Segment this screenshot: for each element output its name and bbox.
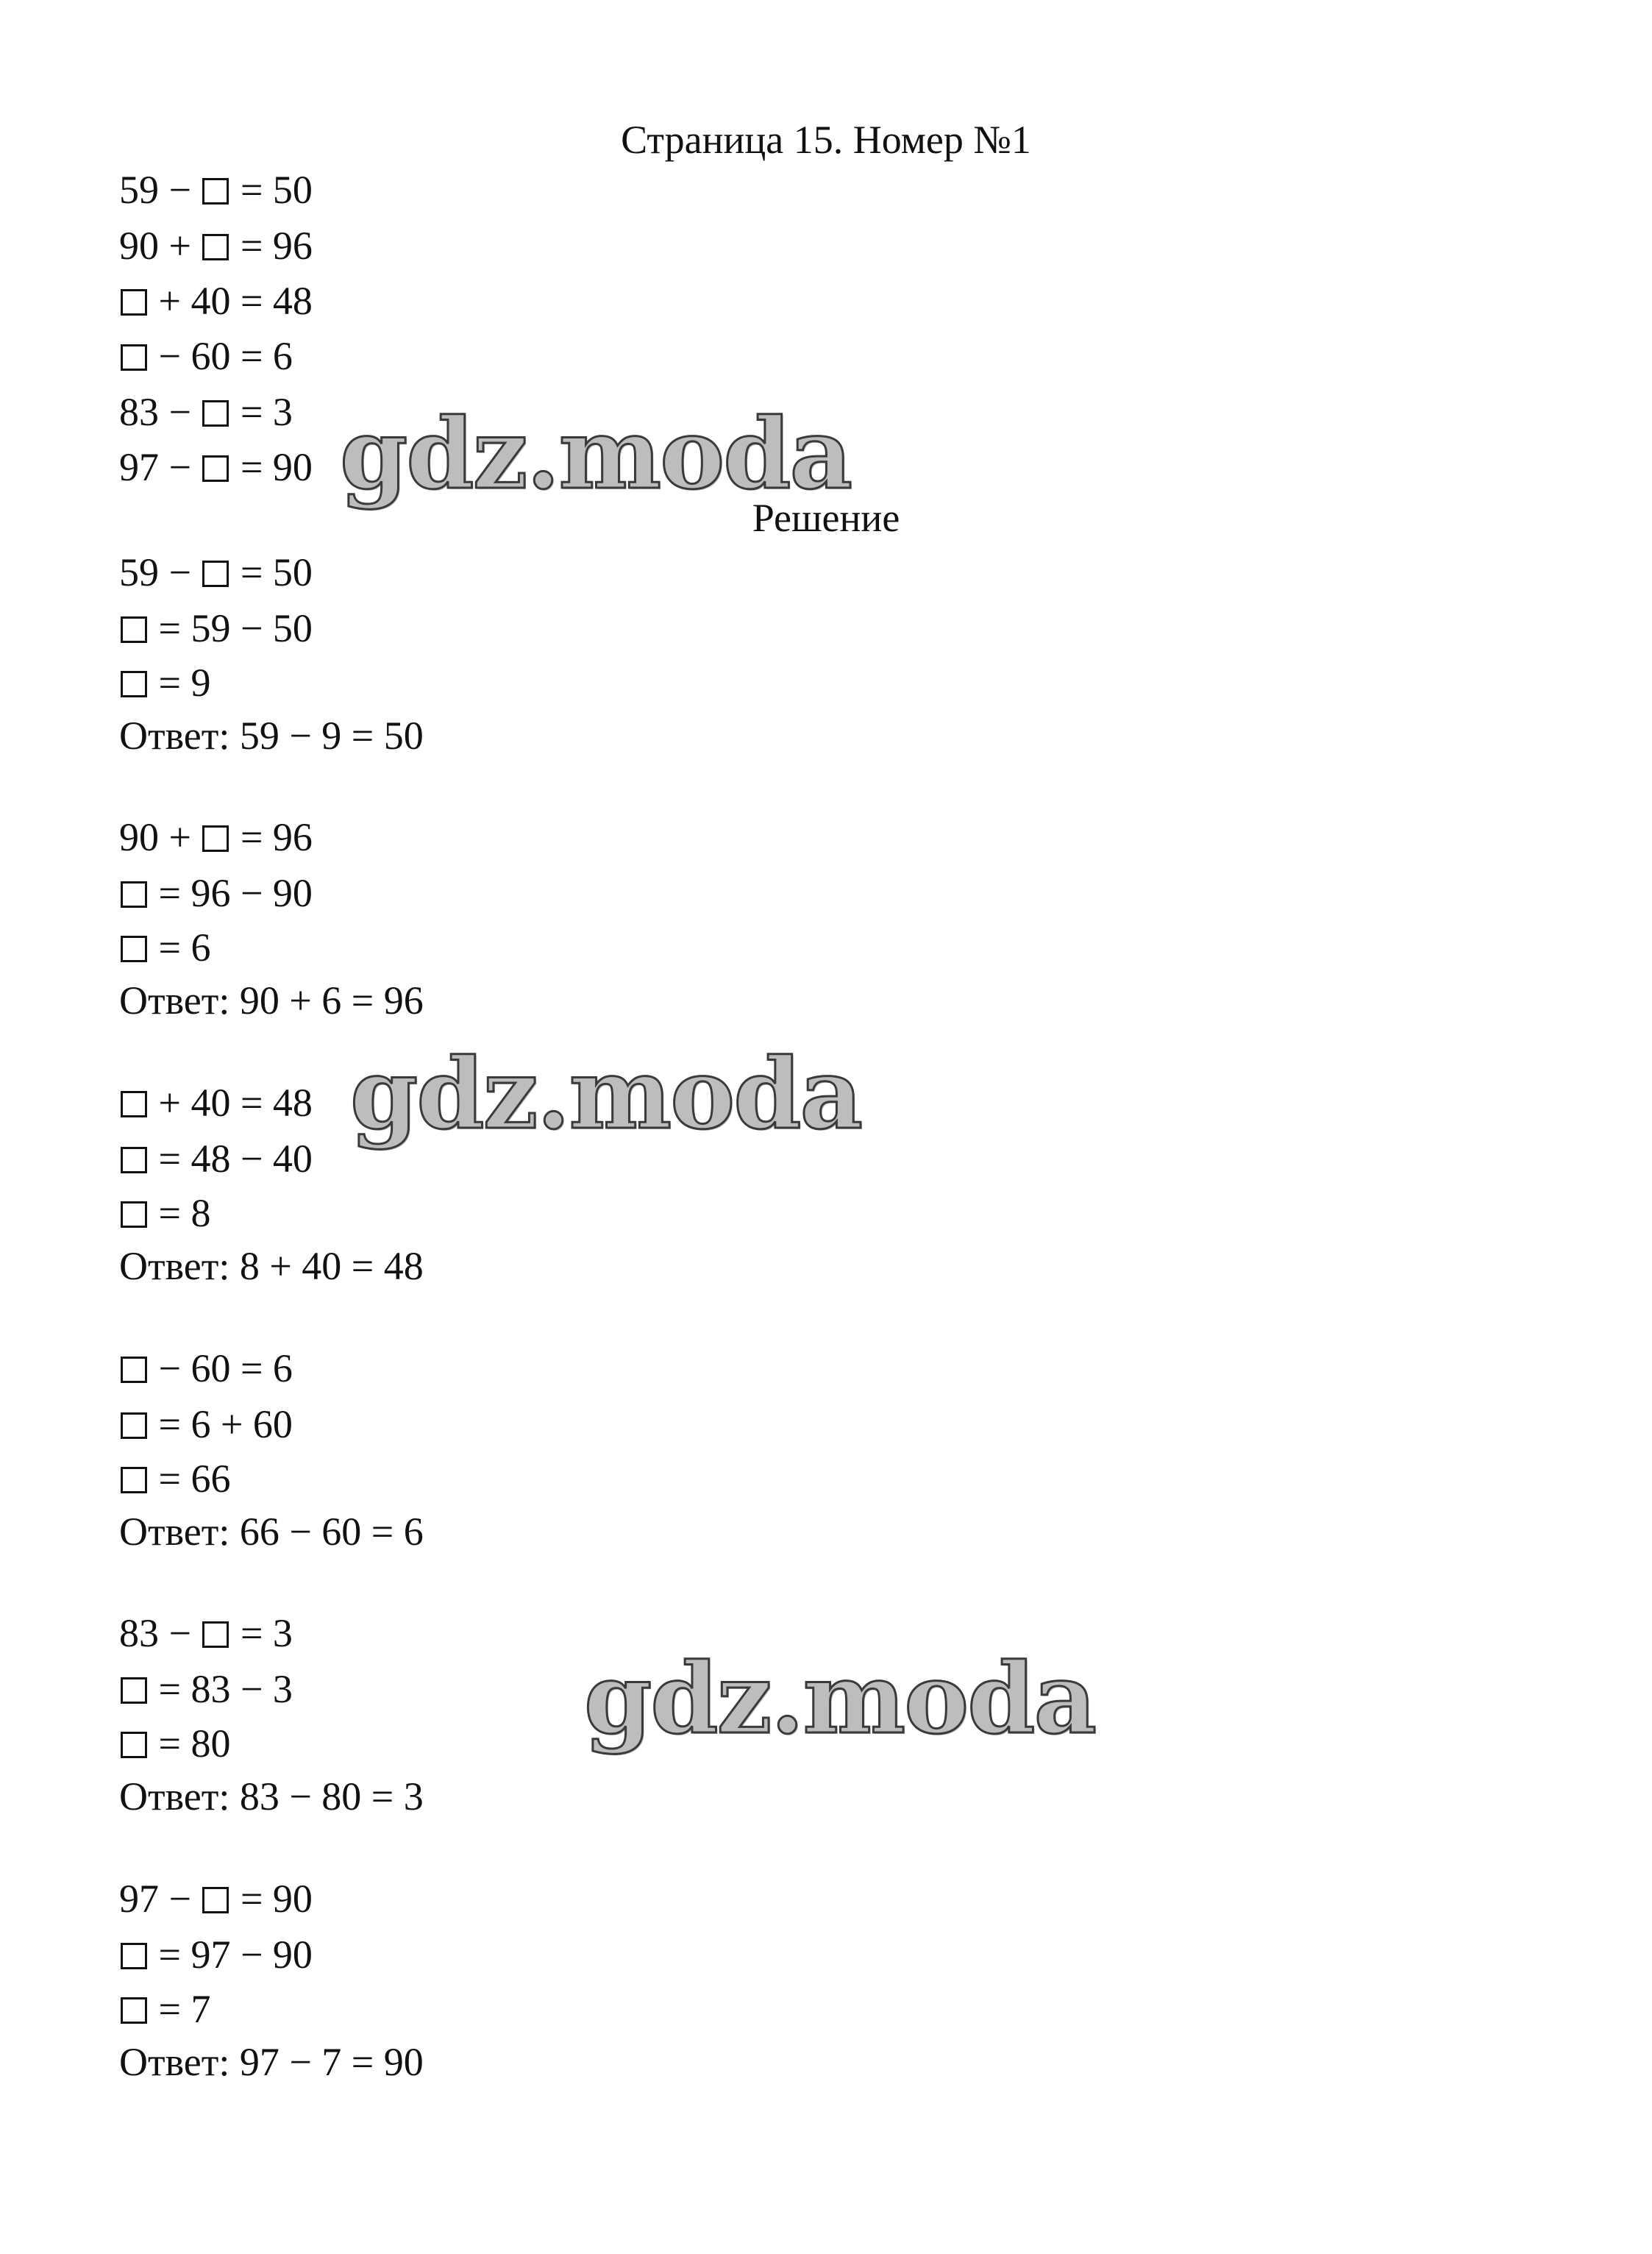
- empty-box-icon: [121, 936, 147, 962]
- eq-left: 90 +: [119, 815, 202, 859]
- empty-box-icon: [202, 561, 229, 587]
- eq-right: = 90: [230, 1877, 313, 1921]
- empty-box-icon: [202, 178, 229, 205]
- solution-equation: [119, 1610, 293, 1657]
- empty-box-icon: [121, 1147, 147, 1173]
- empty-box-icon: [121, 1943, 147, 1969]
- eq-right: − 60 = 6: [149, 1346, 293, 1390]
- eq-right: = 96: [230, 815, 313, 859]
- eq-left: 59 −: [119, 550, 202, 594]
- empty-box-icon: [202, 234, 229, 260]
- task-right: = 50: [230, 168, 313, 212]
- solution-step: [119, 605, 313, 652]
- solution-equation: [119, 814, 313, 861]
- empty-box-icon: [121, 881, 147, 908]
- empty-box-icon: [202, 1621, 229, 1648]
- empty-box-icon: [121, 671, 147, 697]
- solution-step: [119, 1401, 293, 1448]
- step-right: = 59 − 50: [149, 606, 313, 650]
- result-right: = 8: [149, 1191, 211, 1235]
- empty-box-icon: [121, 1997, 147, 2024]
- solution-answer: Ответ: 97 − 7 = 90: [119, 2040, 424, 2084]
- task-line: [119, 333, 293, 380]
- task-line: [119, 166, 313, 213]
- task-left: 59 −: [119, 168, 202, 212]
- solution-heading: Решение: [752, 496, 900, 540]
- empty-box-icon: [121, 616, 147, 643]
- step-right: = 83 − 3: [149, 1667, 293, 1711]
- task-line: [119, 388, 293, 435]
- solution-answer: Ответ: 8 + 40 = 48: [119, 1244, 424, 1288]
- task-right: = 3: [230, 390, 293, 434]
- solution-step: [119, 870, 313, 917]
- empty-box-icon: [121, 1677, 147, 1704]
- solution-equation: [119, 549, 313, 596]
- step-right: = 48 − 40: [149, 1137, 313, 1181]
- solution-result: [119, 1985, 210, 2033]
- solution-equation: [119, 1345, 293, 1392]
- task-right: − 60 = 6: [149, 334, 293, 378]
- solution-step: [119, 1135, 313, 1182]
- step-right: = 6 + 60: [149, 1402, 293, 1446]
- task-right: = 90: [230, 445, 313, 489]
- task-line: [119, 222, 313, 269]
- solution-step: [119, 1665, 293, 1713]
- empty-box-icon: [121, 1732, 147, 1758]
- solution-step: [119, 1931, 313, 1978]
- empty-box-icon: [121, 1467, 147, 1493]
- result-right: = 9: [149, 661, 211, 705]
- eq-left: 83 −: [119, 1611, 202, 1655]
- task-left: 97 −: [119, 445, 202, 489]
- empty-box-icon: [121, 1201, 147, 1228]
- empty-box-icon: [202, 455, 229, 482]
- result-right: = 80: [149, 1721, 231, 1766]
- solution-result: [119, 1720, 230, 1767]
- solution-result: [119, 1190, 210, 1237]
- solution-answer: Ответ: 66 − 60 = 6: [119, 1510, 424, 1554]
- eq-left: 97 −: [119, 1877, 202, 1921]
- page-title: Страница 15. Номер №1: [621, 118, 1031, 162]
- step-right: = 96 − 90: [149, 871, 313, 915]
- task-line: [119, 444, 313, 491]
- solution-result: [119, 659, 210, 706]
- result-right: = 66: [149, 1457, 231, 1501]
- watermark-logo: gdz.moda: [350, 1037, 862, 1151]
- solution-result: [119, 924, 210, 971]
- empty-box-icon: [202, 1887, 229, 1913]
- watermark-logo: gdz.moda: [340, 397, 852, 511]
- solution-answer: Ответ: 59 − 9 = 50: [119, 714, 424, 758]
- solution-answer: Ответ: 90 + 6 = 96: [119, 978, 424, 1023]
- empty-box-icon: [121, 289, 147, 316]
- empty-box-icon: [121, 1091, 147, 1117]
- empty-box-icon: [121, 1412, 147, 1439]
- task-line: [119, 277, 313, 324]
- empty-box-icon: [121, 344, 147, 371]
- solution-answer: Ответ: 83 − 80 = 3: [119, 1774, 424, 1819]
- watermark-logo: gdz.moda: [584, 1642, 1096, 1756]
- eq-right: = 50: [230, 550, 313, 594]
- task-right: = 96: [230, 224, 313, 268]
- solution-equation: [119, 1079, 313, 1126]
- task-left: 90 +: [119, 224, 202, 268]
- solution-equation: [119, 1875, 313, 1922]
- empty-box-icon: [202, 825, 229, 852]
- step-right: = 97 − 90: [149, 1933, 313, 1977]
- result-right: = 6: [149, 925, 211, 970]
- eq-right: = 3: [230, 1611, 293, 1655]
- task-right: + 40 = 48: [149, 279, 313, 323]
- result-right: = 7: [149, 1987, 211, 2031]
- empty-box-icon: [121, 1357, 147, 1383]
- task-left: 83 −: [119, 390, 202, 434]
- empty-box-icon: [202, 400, 229, 427]
- eq-right: + 40 = 48: [149, 1081, 313, 1125]
- solution-result: [119, 1455, 230, 1502]
